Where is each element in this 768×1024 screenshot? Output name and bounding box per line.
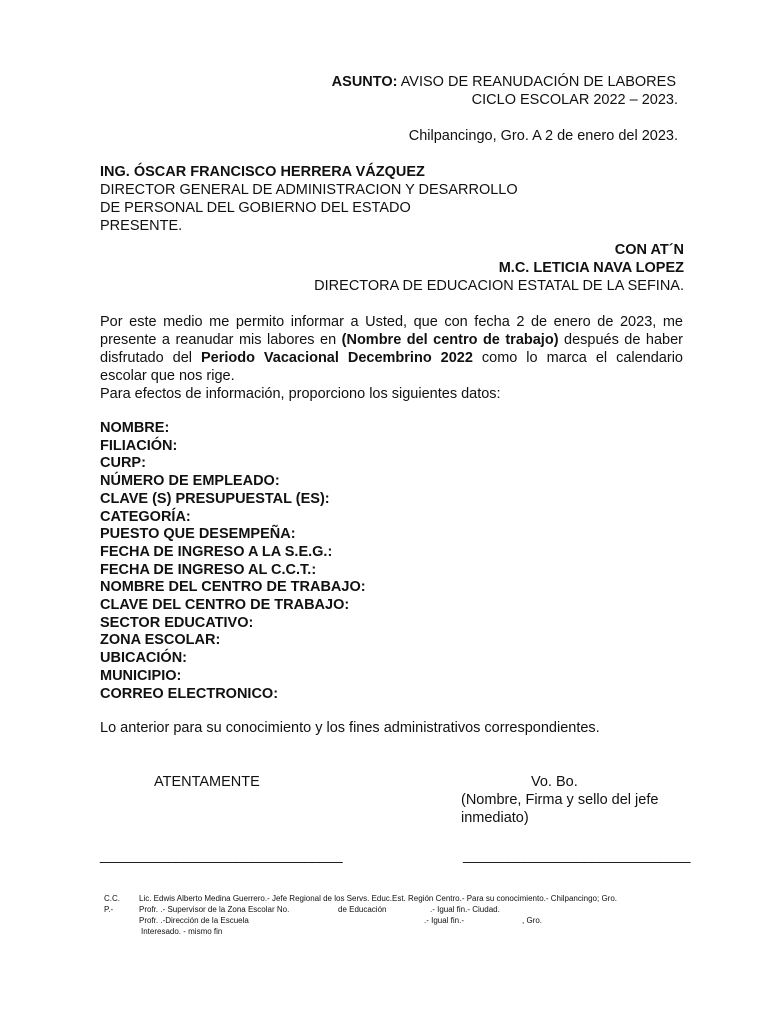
attention-title: DIRECTORA DE EDUCACION ESTATAL DE LA SEFINA.	[314, 278, 684, 294]
signature-left-label: ATENTAMENTE	[154, 774, 260, 790]
cc-row-3-b: .- Igual fin.-	[424, 916, 465, 925]
field-label: FECHA DE INGRESO AL C.C.T.:	[100, 561, 317, 578]
body-text-b: después de haber disfrutado del	[100, 332, 683, 366]
data-fields-list	[100, 420, 366, 703]
field-label: UBICACIÓN:	[100, 650, 187, 667]
field-label: PUESTO QUE DESEMPEÑA:	[100, 526, 296, 543]
recipient-present: PRESENTE.	[100, 218, 183, 234]
body-text-a: Por este medio me permito informar a Usted, que con fecha 2 de enero de 2023, me presente a reanudar mis labores en	[100, 314, 683, 348]
cc-label-2: P.-	[104, 905, 114, 914]
body-paragraph	[100, 313, 683, 385]
body-vacation-period: Periodo Vacacional Decembrino 2022	[200, 350, 473, 366]
cc-row-2-b: de Educación	[338, 905, 387, 914]
signature-right-label: Vo. Bo.	[531, 774, 578, 790]
field-label: FILIACIÓN:	[100, 437, 178, 454]
attention-name: M.C. LETICIA NAVA LOPEZ	[498, 260, 684, 276]
subject-text: AVISO DE REANUDACIÓN DE LABORES	[400, 74, 676, 90]
signature-line-right: ______________________________	[463, 848, 690, 864]
cc-row-1: Lic. Edwis Alberto Medina Guerrero.- Jefe Regional de los Servs. Educ.Est. Región Centro.- Para su conocimiento.- Chilpancingo; Gro.	[139, 894, 618, 903]
recipient-name: ING. ÓSCAR FRANCISCO HERRERA VÁZQUEZ	[100, 164, 425, 180]
field-label: CORREO ELECTRONICO:	[100, 685, 279, 702]
field-label: NÚMERO DE EMPLEADO:	[100, 473, 280, 490]
field-label: CURP:	[100, 455, 146, 472]
field-label: CLAVE DEL CENTRO DE TRABAJO:	[100, 597, 350, 614]
body-text-c: como lo marca el calendario escolar que nos rige.	[100, 350, 683, 384]
cc-row-4: Interesado. - mismo fin	[141, 927, 223, 936]
info-intro: Para efectos de información, proporciono los siguientes datos:	[100, 386, 501, 402]
cc-row-2-c: .- Igual fin.- Ciudad.	[430, 905, 500, 914]
recipient-title-1: DIRECTOR GENERAL DE ADMINISTRACION Y DESARROLLO	[100, 182, 518, 198]
subject-label: ASUNTO:	[331, 74, 398, 90]
field-label: CLAVE (S) PRESUPUESTAL (ES):	[100, 490, 330, 507]
field-label: FECHA DE INGRESO A LA S.E.G.:	[100, 543, 333, 560]
subject-line-1	[332, 73, 676, 91]
subject-line-2: CICLO ESCOLAR 2022 – 2023.	[471, 92, 678, 108]
field-label: SECTOR EDUCATIVO:	[100, 614, 254, 631]
field-label: NOMBRE DEL CENTRO DE TRABAJO:	[100, 579, 366, 596]
body-workplace-placeholder: (Nombre del centro de trabajo)	[341, 332, 559, 348]
field-label: MUNICIPIO:	[100, 667, 182, 684]
cc-row-2-a: Profr. .- Supervisor de la Zona Escolar No.	[139, 905, 290, 914]
attention-label: CON AT´N	[614, 242, 684, 258]
signature-right-note-2: inmediato)	[461, 810, 529, 826]
recipient-title-2: DE PERSONAL DEL GOBIERNO DEL ESTADO	[100, 200, 411, 216]
cc-label-1: C.C.	[104, 894, 120, 903]
field-label: NOMBRE:	[100, 420, 170, 436]
closing-text: Lo anterior para su conocimiento y los fines administrativos correspondientes.	[100, 720, 600, 736]
signature-line-left: ________________________________	[100, 848, 343, 864]
field-label: ZONA ESCOLAR:	[100, 632, 221, 649]
cc-row-3-c: , Gro.	[522, 916, 543, 925]
cc-row-3-a: Profr. .-Dirección de la Escuela	[139, 916, 249, 925]
signature-right-note-1: (Nombre, Firma y sello del jefe	[461, 792, 659, 808]
place-date: Chilpancingo, Gro. A 2 de enero del 2023.	[408, 128, 678, 144]
field-label: CATEGORÍA:	[100, 508, 191, 525]
